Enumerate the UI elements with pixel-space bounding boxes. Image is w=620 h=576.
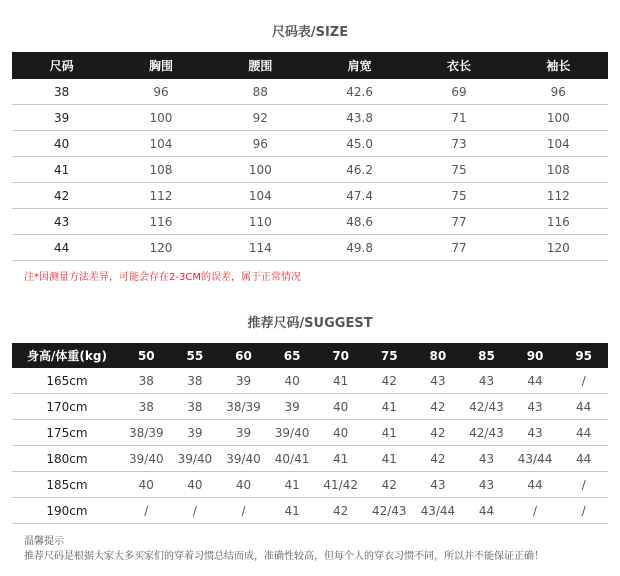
table-cell: 108 [111, 157, 210, 183]
table-cell: 41 [12, 157, 111, 183]
size-header-cell: 衣长 [409, 52, 508, 79]
table-cell: 104 [111, 131, 210, 157]
table-row [12, 394, 608, 420]
suggest-header-cell: 65 [268, 343, 317, 368]
table-cell: 39 [268, 394, 317, 420]
table-cell: 44 [559, 420, 608, 446]
suggest-header-cell: 70 [316, 343, 365, 368]
suggest-header-cell: 身高/体重(kg) [12, 343, 122, 368]
table-row [12, 209, 608, 235]
size-header-cell: 肩宽 [310, 52, 409, 79]
table-cell: 42 [316, 498, 365, 524]
table-cell: 40 [12, 131, 111, 157]
table-cell: 42 [365, 472, 414, 498]
table-cell: 39/40 [122, 446, 171, 472]
table-cell: 39 [219, 368, 268, 394]
size-header-row [12, 52, 608, 79]
suggest-header-cell: 75 [365, 343, 414, 368]
table-cell: 47.4 [310, 183, 409, 209]
table-cell: 170cm [12, 394, 122, 420]
table-cell: 185cm [12, 472, 122, 498]
table-cell: 39/40 [268, 420, 317, 446]
table-cell: 104 [509, 131, 608, 157]
table-cell: 40 [122, 472, 171, 498]
table-cell: 108 [509, 157, 608, 183]
table-cell: 43 [462, 368, 511, 394]
table-cell: 39 [171, 420, 220, 446]
table-cell: / [219, 498, 268, 524]
table-row [12, 235, 608, 261]
table-cell: 43 [511, 420, 560, 446]
table-cell: 43 [511, 394, 560, 420]
table-cell: 49.8 [310, 235, 409, 261]
table-cell: 175cm [12, 420, 122, 446]
suggest-header-cell: 50 [122, 343, 171, 368]
table-row [12, 105, 608, 131]
table-cell: 42/43 [462, 394, 511, 420]
table-cell: 88 [211, 79, 310, 105]
table-cell: 44 [559, 446, 608, 472]
table-cell: 41/42 [316, 472, 365, 498]
size-chart-table [12, 52, 608, 261]
table-cell: 38 [171, 394, 220, 420]
suggest-header-cell: 60 [219, 343, 268, 368]
size-header-cell: 尺码 [12, 52, 111, 79]
table-row [12, 157, 608, 183]
table-cell: 46.2 [310, 157, 409, 183]
table-cell: 190cm [12, 498, 122, 524]
tip-text: 推荐尺码是根据大家大多买家们的穿着习惯总结而成，准确性较高，但每个人的穿衣习惯不同，所以并不能保证正确！ [24, 551, 544, 562]
table-cell: 39/40 [219, 446, 268, 472]
table-cell: 42 [414, 420, 463, 446]
table-cell: 42/43 [365, 498, 414, 524]
suggest-header-cell: 80 [414, 343, 463, 368]
table-row [12, 368, 608, 394]
table-cell: 40 [268, 368, 317, 394]
size-header-cell: 腰围 [211, 52, 310, 79]
table-cell: 77 [409, 235, 508, 261]
table-cell: 40/41 [268, 446, 317, 472]
table-cell: 38/39 [122, 420, 171, 446]
table-cell: / [559, 368, 608, 394]
table-cell: 45.0 [310, 131, 409, 157]
table-cell: 77 [409, 209, 508, 235]
table-cell: 96 [211, 131, 310, 157]
table-cell: 43 [414, 472, 463, 498]
table-cell: 43 [414, 368, 463, 394]
table-cell: 41 [365, 394, 414, 420]
table-cell: 44 [462, 498, 511, 524]
table-cell: 48.6 [310, 209, 409, 235]
table-cell: 75 [409, 183, 508, 209]
table-cell: 41 [365, 420, 414, 446]
table-cell: 41 [316, 446, 365, 472]
table-cell: 110 [211, 209, 310, 235]
table-cell: 38 [171, 368, 220, 394]
table-cell: 38 [122, 394, 171, 420]
table-cell: 41 [268, 472, 317, 498]
table-cell: 165cm [12, 368, 122, 394]
table-cell: 43/44 [511, 446, 560, 472]
table-row [12, 498, 608, 524]
table-cell: 41 [365, 446, 414, 472]
suggest-header-cell: 90 [511, 343, 560, 368]
table-cell: / [511, 498, 560, 524]
table-cell: 38 [122, 368, 171, 394]
table-row [12, 472, 608, 498]
table-cell: 112 [509, 183, 608, 209]
table-cell: 73 [409, 131, 508, 157]
table-cell: 42 [414, 446, 463, 472]
table-cell: 42/43 [462, 420, 511, 446]
table-cell: 75 [409, 157, 508, 183]
size-chart-title: 尺码表/SIZE [271, 25, 349, 40]
table-cell: 114 [211, 235, 310, 261]
table-cell: / [122, 498, 171, 524]
size-header-cell: 袖长 [509, 52, 608, 79]
suggest-header-cell: 85 [462, 343, 511, 368]
suggest-chart-title: 推荐尺码/SUGGEST [247, 316, 373, 331]
table-cell: 40 [219, 472, 268, 498]
table-cell: 39 [219, 420, 268, 446]
table-cell: 42 [12, 183, 111, 209]
table-row [12, 183, 608, 209]
table-cell: 69 [409, 79, 508, 105]
table-cell: 96 [509, 79, 608, 105]
table-cell: 96 [111, 79, 210, 105]
table-cell: 43 [462, 472, 511, 498]
table-cell: 100 [509, 105, 608, 131]
table-cell: 41 [316, 368, 365, 394]
table-cell: 44 [559, 394, 608, 420]
size-header-cell: 胸围 [111, 52, 210, 79]
table-cell: 112 [111, 183, 210, 209]
tip-title: 温馨提示 [24, 536, 64, 547]
table-cell: 38 [12, 79, 111, 105]
table-cell: / [171, 498, 220, 524]
table-cell: 40 [316, 394, 365, 420]
table-cell: 42.6 [310, 79, 409, 105]
table-cell: 40 [316, 420, 365, 446]
table-cell: 38/39 [219, 394, 268, 420]
table-cell: 120 [111, 235, 210, 261]
table-cell: 41 [268, 498, 317, 524]
table-row [12, 420, 608, 446]
suggest-header-cell: 55 [171, 343, 220, 368]
table-cell: 43 [12, 209, 111, 235]
table-cell: 120 [509, 235, 608, 261]
table-cell: 42 [414, 394, 463, 420]
table-cell: 40 [171, 472, 220, 498]
table-row [12, 446, 608, 472]
suggest-header-row [12, 343, 608, 368]
table-cell: 92 [211, 105, 310, 131]
table-cell: 43.8 [310, 105, 409, 131]
table-cell: 100 [111, 105, 210, 131]
table-cell: 39 [12, 105, 111, 131]
table-cell: 71 [409, 105, 508, 131]
table-cell: 44 [511, 472, 560, 498]
table-cell: 44 [511, 368, 560, 394]
table-cell: / [559, 498, 608, 524]
table-row [12, 79, 608, 105]
suggest-chart-table [12, 343, 608, 524]
table-row [12, 131, 608, 157]
table-cell: 104 [211, 183, 310, 209]
table-cell: 116 [111, 209, 210, 235]
suggest-header-cell: 95 [559, 343, 608, 368]
table-cell: 39/40 [171, 446, 220, 472]
table-cell: 44 [12, 235, 111, 261]
table-cell: 116 [509, 209, 608, 235]
table-cell: 42 [365, 368, 414, 394]
table-cell: / [559, 472, 608, 498]
measurement-note: 注*因测量方法差异，可能会存在2-3CM的误差，属于正常情况 [24, 272, 301, 283]
table-cell: 43 [462, 446, 511, 472]
table-cell: 100 [211, 157, 310, 183]
table-cell: 180cm [12, 446, 122, 472]
table-cell: 43/44 [414, 498, 463, 524]
